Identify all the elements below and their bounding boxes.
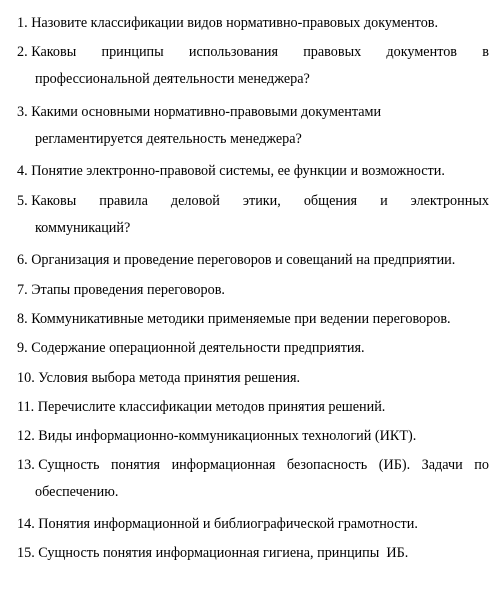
question-word: и xyxy=(380,193,388,209)
question-word: Каковы xyxy=(31,44,77,60)
question-text: Виды информационно-коммуникационных технологий (ИКТ). xyxy=(38,428,417,444)
question-text: Понятия информационной и библиографической грамотности. xyxy=(38,516,418,532)
question-word: электронных xyxy=(410,193,489,209)
question-number: 10. xyxy=(17,370,35,386)
question-number: 5. xyxy=(17,193,28,209)
question-number: 3. xyxy=(17,104,28,120)
question-word: по xyxy=(474,457,489,473)
question-1 xyxy=(17,14,489,32)
question-12 xyxy=(17,427,489,445)
question-line-2: регламентируется деятельность менеджера? xyxy=(35,131,302,147)
question-number: 8. xyxy=(17,311,28,327)
question-text: Сущность понятия информационная гигиена, принципы ИБ. xyxy=(38,545,409,561)
question-text: Этапы проведения переговоров. xyxy=(31,282,225,298)
question-word: Задачи xyxy=(421,457,463,473)
question-number: 15. xyxy=(17,545,35,561)
question-11 xyxy=(17,398,489,416)
question-text: Организация и проведение переговоров и совещаний на предприятии. xyxy=(31,252,456,268)
question-word: Каковы xyxy=(31,193,77,209)
question-text: Условия выбора метода принятия решения. xyxy=(38,370,301,386)
question-13 xyxy=(17,456,489,501)
question-8 xyxy=(17,310,489,328)
question-number: 6. xyxy=(17,252,28,268)
question-5 xyxy=(17,192,489,237)
question-number: 11. xyxy=(17,399,35,415)
question-word: общения xyxy=(303,193,358,209)
question-text: Какими основными нормативно-правовыми документами xyxy=(31,104,382,120)
question-word: этики, xyxy=(242,193,281,209)
question-text: Назовите классификации видов нормативно-правовых документов. xyxy=(31,15,439,31)
question-word: в xyxy=(482,44,489,60)
question-number: 4. xyxy=(17,163,28,179)
question-7 xyxy=(17,281,489,299)
question-number: 12. xyxy=(17,428,35,444)
question-number: 13. xyxy=(17,457,35,473)
question-number: 1. xyxy=(17,15,28,31)
question-line-1 xyxy=(17,43,489,61)
question-word: (ИБ). xyxy=(378,457,411,473)
question-line-2: коммуникаций? xyxy=(35,220,131,236)
question-line-2: обеспечению. xyxy=(35,484,119,500)
question-line-1 xyxy=(17,456,489,474)
question-6 xyxy=(17,251,489,269)
question-line-1 xyxy=(17,192,489,210)
question-3 xyxy=(17,103,489,148)
question-9 xyxy=(17,339,489,357)
question-14 xyxy=(17,515,489,533)
question-word: деловой xyxy=(170,193,220,209)
question-text: Понятие электронно-правовой системы, ее функции и возможности. xyxy=(31,163,445,179)
question-word: правила xyxy=(99,193,148,209)
question-word: Сущность xyxy=(38,457,100,473)
question-text: Содержание операционной деятельности предприятия. xyxy=(31,340,365,356)
question-word: правовых xyxy=(303,44,362,60)
question-word: принципы xyxy=(101,44,164,60)
question-word: документов xyxy=(386,44,458,60)
question-number: 7. xyxy=(17,282,28,298)
question-4 xyxy=(17,162,489,180)
question-number: 14. xyxy=(17,516,35,532)
question-10 xyxy=(17,369,489,387)
question-2 xyxy=(17,43,489,88)
question-line-1 xyxy=(17,103,489,121)
question-number: 9. xyxy=(17,340,28,356)
question-word: понятия xyxy=(110,457,161,473)
question-line-2: профессиональной деятельности менеджера? xyxy=(35,71,310,87)
question-text: Коммуникативные методики применяемые при ведении переговоров. xyxy=(31,311,451,327)
question-15 xyxy=(17,544,489,562)
question-word: информационная xyxy=(171,457,276,473)
question-number: 2. xyxy=(17,44,28,60)
question-word: использования xyxy=(188,44,278,60)
question-word: безопасность xyxy=(286,457,368,473)
question-text: Перечислите классификации методов принятия решений. xyxy=(37,399,386,415)
